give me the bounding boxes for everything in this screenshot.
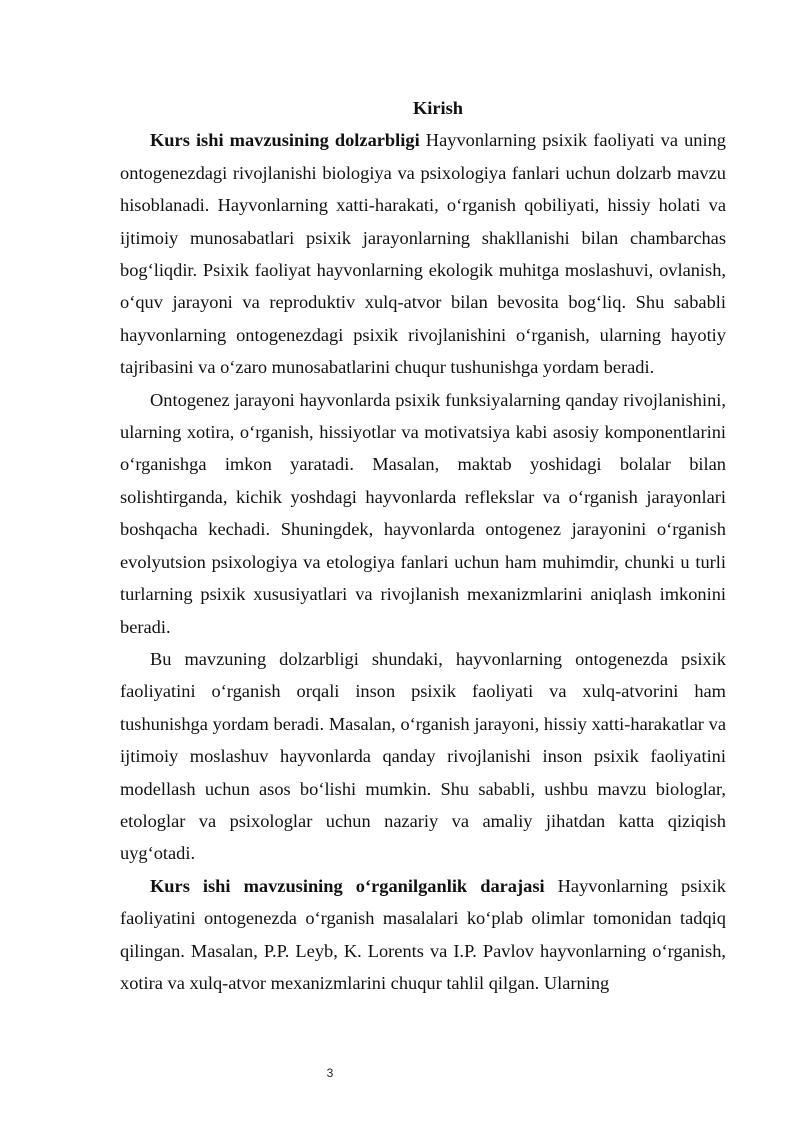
- paragraph-lead: Kurs ishi mavzusining oʻrganilganlik darajasi: [150, 875, 545, 896]
- paragraph-lead: Kurs ishi mavzusining dolzarbligi: [150, 130, 420, 151]
- paragraph-text: Bu mavzuning dolzarbligi shundaki, hayvonlarning ontogenezda psixik faoliyatini oʻrganish orqali inson psixik faoliyati va xulq-atvorini ham tushunishga yordam beradi. Masalan, oʻrganish jarayoni, hissiy xatti-harakatlar va ijtimoiy moslashuv hayvonlarda qanday rivojlanishi inson psixik faoliyatini modellash uchun asos boʻlishi mumkin. Shu sababli, ushbu mavzu biologlar, etologlar va psixologlar uchun nazariy va amaliy jihatdan katta qiziqish uygʻotadi.: [120, 648, 726, 864]
- paragraph-significance: [120, 643, 726, 870]
- section-heading: Kirish: [412, 98, 464, 118]
- paragraph-ontogenesis: [120, 384, 726, 643]
- paragraph-text: Hayvonlarning psixik faoliyatini ontogenezda oʻrganish masalalari koʻplab olimlar tomonidan tadqiq qilingan. Masalan, P.P. Leyb, K. Lorents va I.P. Pavlov hayvonlarning oʻrganish, xotira va xulq-atvor mexanizmlarini chuqur tahlil qilgan. Ularning: [120, 875, 726, 993]
- paragraph-text: Hayvonlarning psixik faoliyati va uning ontogenezdagi rivojlanishi biologiya va psixologiya fanlari uchun dolzarb mavzu hisoblanadi. Hayvonlarning xatti-harakati, oʻrganish qobiliyati, hissiy holati va ijtimoiy munosabatlari psixik jarayonlarning shakllanishi bilan chambarchas bogʻliqdir. Psixik faoliyat hayvonlarning ekologik muhitga moslashuvi, ovlanish, oʻquv jarayoni va reproduktiv xulq-atvor bilan bevosita bogʻliq. Shu sababli hayvonlarning ontogenezdagi psixik rivojlanishini oʻrganish, ularning hayotiy tajribasini va oʻzaro munosabatlarini chuqur tushunishga yordam beradi.: [120, 130, 727, 378]
- paragraph-study-degree: [120, 870, 726, 1000]
- paragraph-relevance: [120, 124, 726, 383]
- page-content: [120, 92, 726, 999]
- paragraph-text: Ontogenez jarayoni hayvonlarda psixik funksiyalarning qanday rivojlanishini, ularning xotira, oʻrganish, hissiyotlar va motivatsiya kabi asosiy komponentlarini oʻrganishga imkon yaratadi. Masalan, maktab yoshidagi bolalar bilan solishtirganda, kichik yoshdagi hayvonlarda reflekslar va oʻrganish jarayonlari boshqacha kechadi. Shuningdek, hayvonlarda ontogenez jarayonini oʻrganish evolyutsion psixologiya va etologiya fanlari uchun ham muhimdir, chunki u turli turlarning psixik xususiyatlari va rivojlanish mexanizmlarini aniqlash imkonini beradi.: [120, 389, 726, 637]
- page-number: 3: [326, 1066, 334, 1080]
